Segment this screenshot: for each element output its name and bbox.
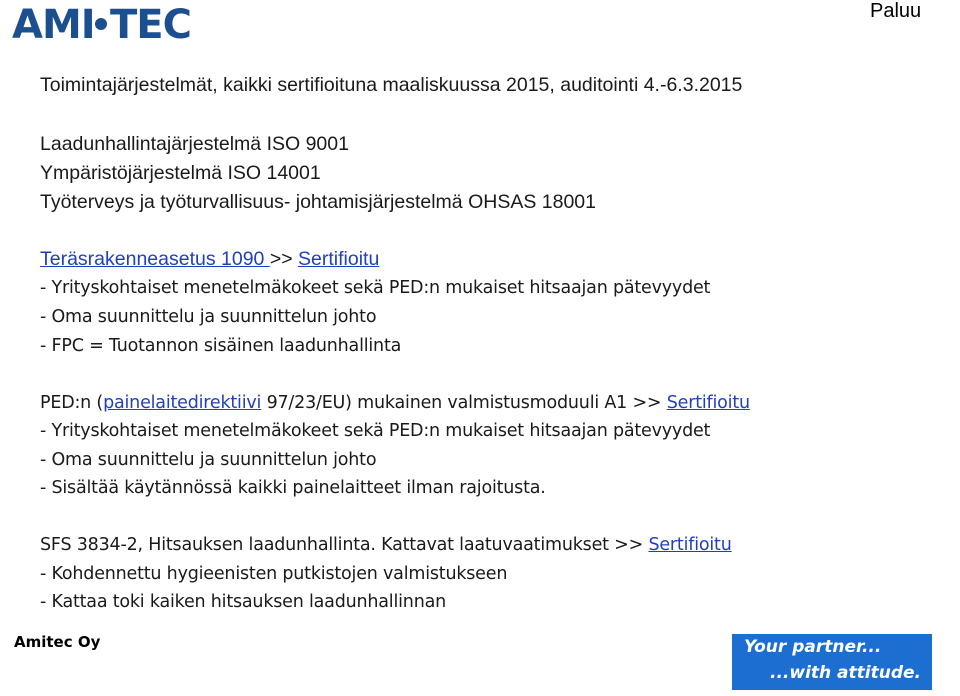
- sfs-certified-link[interactable]: Sertifioitu: [648, 535, 732, 555]
- system-item: Työterveys ja työturvallisuus- johtamisjärjestelmä OHSAS 18001: [40, 191, 596, 213]
- ped-directive-link[interactable]: painelaitedirektiivi: [103, 393, 262, 413]
- list-item: - Yrityskohtaiset menetelmäkokeet sekä PED:n mukaiset hitsaajan pätevyydet: [40, 421, 711, 441]
- steel-separator: >>: [269, 248, 299, 270]
- sfs-heading: [40, 535, 732, 555]
- amitec-logo: [12, 2, 212, 46]
- steel-regulation-link[interactable]: Teräsrakenneasetus 1090: [40, 248, 270, 270]
- ped-middle: 97/23/EU) mukainen valmistusmoduuli A1 >>: [261, 393, 667, 413]
- slogan-line-1: Your partner...: [744, 637, 882, 657]
- ped-heading: [40, 393, 750, 413]
- steel-certified-link[interactable]: Sertifioitu: [298, 248, 380, 270]
- list-item: - FPC = Tuotannon sisäinen laadunhallinta: [40, 336, 402, 356]
- list-item: - Sisältää käytännössä kaikki painelaitteet ilman rajoitusta.: [40, 478, 546, 498]
- list-item: - Kohdennettu hygieenisten putkistojen valmistukseen: [40, 564, 508, 584]
- ped-certified-link[interactable]: Sertifioitu: [666, 393, 750, 413]
- back-link[interactable]: Paluu: [870, 0, 922, 22]
- svg-text:AMI: AMI: [12, 2, 95, 46]
- list-item: - Kattaa toki kaiken hitsauksen laadunhallinnan: [40, 592, 446, 612]
- system-item: Laadunhallintajärjestelmä ISO 9001: [40, 133, 349, 155]
- company-name: Amitec Oy: [14, 633, 101, 651]
- list-item: - Yrityskohtaiset menetelmäkokeet sekä PED:n mukaiset hitsaajan pätevyydet: [40, 278, 711, 298]
- svg-text:TEC: TEC: [110, 2, 191, 46]
- ped-prefix: PED:n (: [40, 393, 104, 413]
- steel-heading: [40, 248, 379, 271]
- intro-text: Toimintajärjestelmät, kaikki sertifioituna maaliskuussa 2015, auditointi 4.-6.3.2015: [40, 74, 743, 96]
- system-item: Ympäristöjärjestelmä ISO 14001: [40, 162, 321, 184]
- list-item: - Oma suunnittelu ja suunnittelun johto: [40, 450, 377, 470]
- slogan-line-2: ...with attitude.: [770, 663, 921, 683]
- list-item: - Oma suunnittelu ja suunnittelun johto: [40, 307, 377, 327]
- slogan-box: [732, 634, 932, 690]
- sfs-text: SFS 3834-2, Hitsauksen laadunhallinta. Kattavat laatuvaatimukset >>: [40, 535, 649, 555]
